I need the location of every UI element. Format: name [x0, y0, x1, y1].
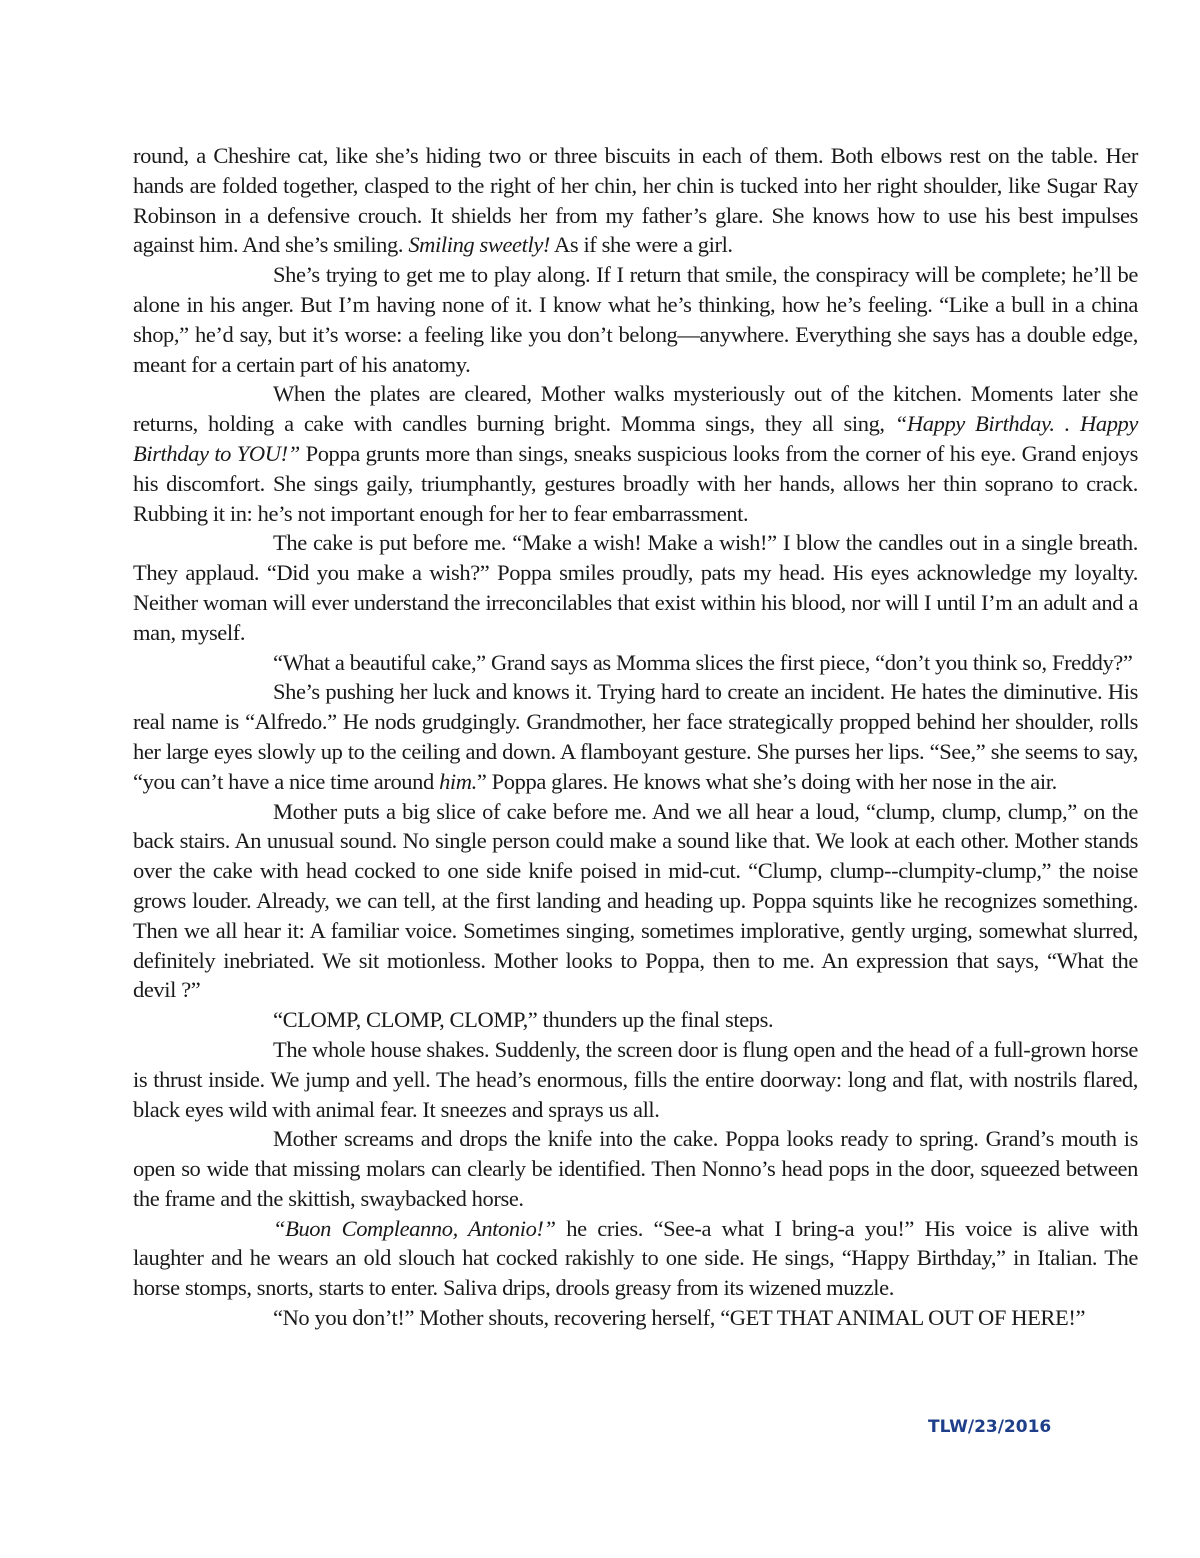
text-fragment-italic: “Happy Birthday. . Happy Birthday to YOU!” — [133, 411, 1138, 466]
text-fragment: “CLOMP, CLOMP, CLOMP,” thunders up the final steps. — [273, 1007, 774, 1033]
text-fragment-italic: him. — [439, 768, 477, 794]
paragraph-10 — [133, 1124, 1138, 1213]
paragraph-11 — [133, 1214, 1138, 1303]
text-fragment: Mother puts a big slice of cake before me. And we all hear a loud, “clump, clump, clump,” on the back stairs. An unusual sound. No single person could make a sound like that. We look at each other. Mother stands over the cake with head cocked to one side knife poised in mid-cut. “Clump, clump--clumpity-clump,” the noise grows louder. Already, we can tell, at the first landing and heading up. Poppa squints like he recognizes something. Then we all hear it: A familiar voice. Sometimes singing, sometimes implorative, gently urging, somewhat slurred, definitely inebriated. We sit motionless. Mother looks to Poppa, then to me. An expression that says, “What the devil ?” — [133, 798, 1138, 1003]
text-fragment-italic: “Buon Compleanno, Antonio!” — [273, 1215, 556, 1241]
paragraph-3 — [133, 379, 1138, 528]
text-fragment: She’s trying to get me to play along. If I return that smile, the conspiracy will be complete; he’ll be alone in his anger. But I’m having none of it. I know what he’s thinking, how he’s feeling. “Like a bull in a china shop,” he’d say, but it’s worse: a feeling like you don’t belong—anywhere. Everything she says has a double edge, meant for a certain part of his anatomy. — [133, 262, 1138, 377]
paragraph-8 — [133, 1005, 1138, 1035]
text-fragment: Mother screams and drops the knife into the cake. Poppa looks ready to spring. Grand’s mouth is open so wide that missing molars can clearly be identified. Then Nonno’s head pops in the door, squeezed between the frame and the skittish, swaybacked horse. — [133, 1126, 1138, 1211]
footer-stamp: TLW/23/2016 — [928, 1417, 1052, 1437]
text-fragment: The whole house shakes. Suddenly, the screen door is flung open and the head of a full-grown horse is thrust inside. We jump and yell. The head’s enormous, fills the entire doorway: long and flat, with nostrils flared, black eyes wild with animal fear. It sneezes and sprays us all. — [133, 1036, 1138, 1122]
text-fragment: he cries. “See-a what I bring-a you!” His voice is alive with laughter and he wears an old slouch hat cocked rakishly to one side. He sings, “Happy Birthday,” in Italian. The horse stomps, snorts, starts to enter. Saliva drips, drools greasy from its wizened muzzle. — [133, 1215, 1138, 1301]
text-fragment: ” Poppa glares. He knows what she’s doing with her nose in the air. — [476, 768, 1057, 794]
text-fragment: When the plates are cleared, Mother walks mysteriously out of the kitchen. Moments later she returns, holding a cake with candles burning bright. Momma sings, they all sing, — [133, 381, 1138, 437]
paragraph-9 — [133, 1035, 1138, 1124]
text-fragment: Poppa grunts more than sings, sneaks suspicious looks from the corner of his eye. Grand enjoys his discomfort. She sings gaily, triumphantly, gestures broadly with her hands, allows her thin soprano to crack. Rubbing it in: he’s not important enough for her to fear embarrassment. — [133, 440, 1138, 526]
paragraph-1 — [133, 141, 1138, 260]
text-fragment: round, a Cheshire cat, like she’s hiding two or three biscuits in each of them. Both elbows rest on the table. Her hands are folded together, clasped to the right of her chin, her chin is tucked into her right shoulder, like Sugar Ray Robinson in a defensive crouch. It shields her from my father’s glare. She knows how to use his best impulses against him. And she’s smiling. — [133, 143, 1138, 258]
text-fragment: The cake is put before me. “Make a wish! Make a wish!” I blow the candles out in a single breath. They applaud. “Did you make a wish?” Poppa smiles proudly, pats my head. His eyes acknowledge my loyalty. Neither woman will ever understand the irreconcilables that exist within his blood, nor will I until I’m an adult and a man, myself. — [133, 530, 1138, 645]
paragraph-4 — [133, 528, 1138, 647]
paragraph-7 — [133, 797, 1138, 1006]
document-body — [133, 141, 1138, 1333]
paragraph-5 — [133, 648, 1138, 678]
text-fragment: “What a beautiful cake,” Grand says as Momma slices the first piece, “don’t you think so, Freddy?” — [273, 649, 1133, 675]
paragraph-2 — [133, 260, 1138, 379]
text-fragment-italic: Smiling sweetly! — [408, 232, 551, 258]
paragraph-12 — [133, 1303, 1138, 1333]
paragraph-6 — [133, 677, 1138, 796]
text-fragment: As if she were a girl. — [550, 232, 733, 258]
text-fragment: “No you don’t!” Mother shouts, recovering herself, “GET THAT ANIMAL OUT OF HERE!” — [273, 1305, 1086, 1331]
text-fragment: She’s pushing her luck and knows it. Trying hard to create an incident. He hates the diminutive. His real name is “Alfredo.” He nods grudgingly. Grandmother, her face strategically propped behind her shoulder, rolls her large eyes slowly up to the ceiling and down. A flamboyant gesture. She purses her lips. “See,” she seems to say, “you can’t have a nice time around — [133, 679, 1138, 794]
